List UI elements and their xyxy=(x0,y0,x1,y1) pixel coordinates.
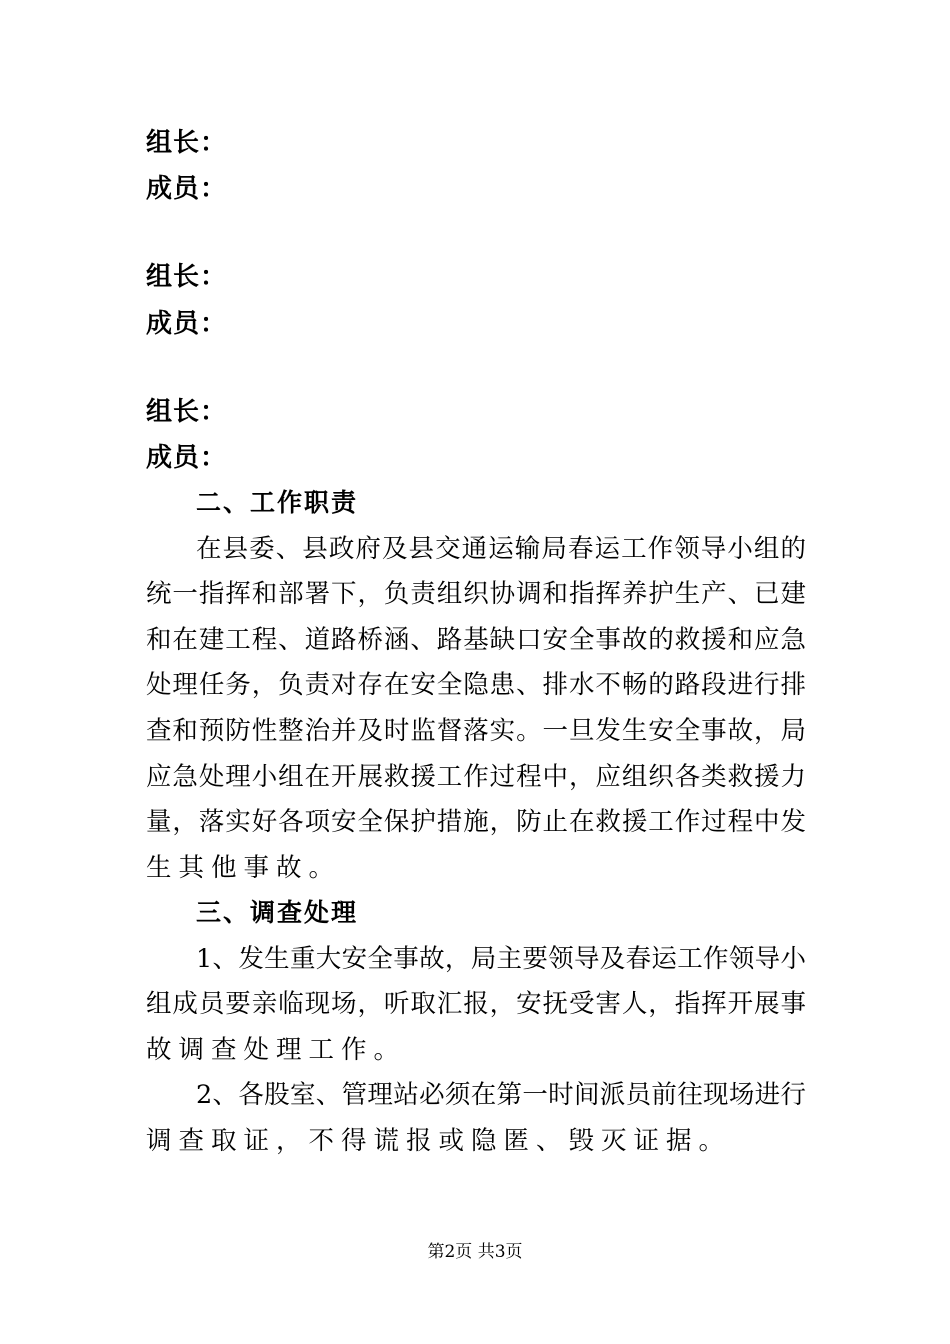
group-leader-label: 组长： xyxy=(146,397,228,427)
paragraph-line: 调查取证，不得谎报或隐匿、毁灭证据。 xyxy=(146,1126,732,1156)
group-members-label: 成员： xyxy=(146,174,228,204)
paragraph-line: 查和预防性整治并及时监督落实。一旦发生安全事故，局 xyxy=(146,716,806,746)
page-number-footer: 第2页 共3页 xyxy=(427,1242,523,1262)
group-members-label: 成员： xyxy=(146,443,228,473)
paragraph-line: 和在建工程、道路桥涵、路基缺口安全事故的救援和应急 xyxy=(146,625,806,655)
paragraph-line: 组成员要亲临现场，听取汇报，安抚受害人，指挥开展事 xyxy=(146,989,806,1019)
paragraph-line: 生其他事故。 xyxy=(146,853,342,883)
section-heading-duties: 二、工作职责 xyxy=(196,488,359,517)
paragraph-line: 统一指挥和部署下，负责组织协调和指挥养护生产、已建 xyxy=(146,579,806,609)
paragraph-line: 应急处理小组在开展救援工作过程中，应组织各类救援力 xyxy=(146,762,806,792)
paragraph-line: 在县委、县政府及县交通运输局春运工作领导小组的 xyxy=(196,534,806,564)
paragraph-line: 量，落实好各项安全保护措施，防止在救援工作过程中发 xyxy=(146,807,806,837)
paragraph-line: 处理任务，负责对存在安全隐患、排水不畅的路段进行排 xyxy=(146,670,806,700)
group-members-label: 成员： xyxy=(146,309,228,339)
paragraph-line: 故调查处理工作。 xyxy=(146,1035,407,1065)
group-leader-label: 组长： xyxy=(146,128,228,158)
paragraph-line: 2、各股室、管理站必须在第一时间派员前往现场进行 xyxy=(196,1080,806,1110)
group-leader-label: 组长： xyxy=(146,262,228,292)
section-heading-investigation: 三、调查处理 xyxy=(196,898,359,927)
paragraph-line: 1、发生重大安全事故，局主要领导及春运工作领导小 xyxy=(196,944,806,974)
